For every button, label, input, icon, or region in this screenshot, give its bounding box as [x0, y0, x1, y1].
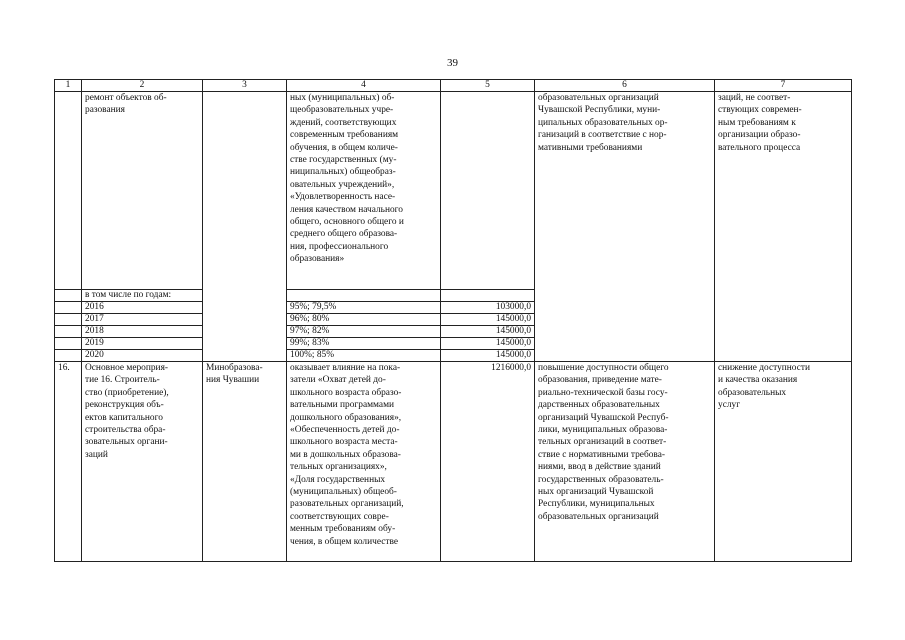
program-table — [54, 79, 852, 562]
row-16-activity: Основное мероприя- тие 16. Строитель- ство (приобретение), реконструкция объ- ектов капитального строительства обра- зовательных органи- заций — [82, 362, 203, 562]
row-16-num: 16. — [55, 362, 82, 562]
year-num-cell — [55, 326, 82, 338]
row-16 — [55, 362, 852, 562]
year-num-cell — [55, 302, 82, 314]
row-16-amount: 1216000,0 — [441, 362, 535, 562]
year-indicator: 97%; 82% — [287, 326, 441, 338]
year-num-cell — [55, 314, 82, 326]
col-header-7: 7 — [715, 80, 852, 92]
year-num-cell — [55, 350, 82, 362]
year-amount: 145000,0 — [441, 314, 535, 326]
year-amount: 145000,0 — [441, 350, 535, 362]
year-label: 2016 — [82, 302, 203, 314]
year-indicator: 96%; 80% — [287, 314, 441, 326]
cont-indicators-cell: ных (муниципальных) об- щеобразовательных учре- ждений, соответствующих современным требованиям обучения, в общем количе- стве государственных (му- ниципальных) общеобраз- овательных учреждений», «Удовлетворенность насе- ления качеством начального общего, основного общего и среднего общего образова- ния, профессионального образования» — [287, 92, 441, 290]
year-label: 2019 — [82, 338, 203, 350]
page-number: 39 — [447, 57, 458, 69]
row-16-indicators: оказывает влияние на пока- затели «Охват детей до- школьного возраста образо- вательными программами дошкольного образования», «Обеспеченность детей до- школьного возраста места- ми в дошкольных образова- тельных организациях», «Доля государственных (муниципальных) общеоб- разовательных организаций, соответствующих совре- менным требованиям обу- чения, в общем количестве — [287, 362, 441, 562]
cont-result-cell: образовательных организаций Чувашской Республики, муни- ципальных образовательных ор- ганизаций в соответствие с нор- мативными требованиями — [535, 92, 715, 362]
year-amount: 145000,0 — [441, 338, 535, 350]
year-label: 2020 — [82, 350, 203, 362]
column-numbers-row — [55, 80, 852, 92]
row-16-result: повышение доступности общего образования, приведение мате- риально-технической базы госу- дарственных образовательных организаций Чувашской Респуб- лики, муниципальных образова- тельных организаций в соответ- ствие с нормативными требова- ниями, ввод в действие зданий государственных образователь- ных организаций Чувашской Республики, муниципальных образовательных организаций — [535, 362, 715, 562]
cont-activity-cell: ремонт объектов об- разования — [82, 92, 203, 290]
cont-num-cell — [55, 92, 82, 290]
row-16-executor: Минобразова- ния Чувашии — [203, 362, 287, 562]
year-amount: 103000,0 — [441, 302, 535, 314]
cont-consequence-cell: заций, не соответ- ствующих современ- ным требованиям к организации образо- вательного процесса — [715, 92, 852, 362]
year-amount: 145000,0 — [441, 326, 535, 338]
year-indicator: 100%; 85% — [287, 350, 441, 362]
col-header-4: 4 — [287, 80, 441, 92]
col-header-3: 3 — [203, 80, 287, 92]
by-years-indicator-cell — [287, 290, 441, 302]
col-header-5: 5 — [441, 80, 535, 92]
by-years-label: в том числе по годам: — [82, 290, 203, 302]
year-indicator: 99%; 83% — [287, 338, 441, 350]
row-16-consequence: снижение доступности и качества оказания образовательных услуг — [715, 362, 852, 562]
cont-executor-cell — [203, 92, 287, 362]
year-label: 2017 — [82, 314, 203, 326]
by-years-amount-cell — [441, 290, 535, 302]
year-label: 2018 — [82, 326, 203, 338]
by-years-num-cell — [55, 290, 82, 302]
continued-row — [55, 92, 852, 290]
col-header-6: 6 — [535, 80, 715, 92]
col-header-2: 2 — [82, 80, 203, 92]
cont-amount-cell — [441, 92, 535, 290]
year-indicator: 95%; 79,5% — [287, 302, 441, 314]
year-num-cell — [55, 338, 82, 350]
col-header-1: 1 — [55, 80, 82, 92]
